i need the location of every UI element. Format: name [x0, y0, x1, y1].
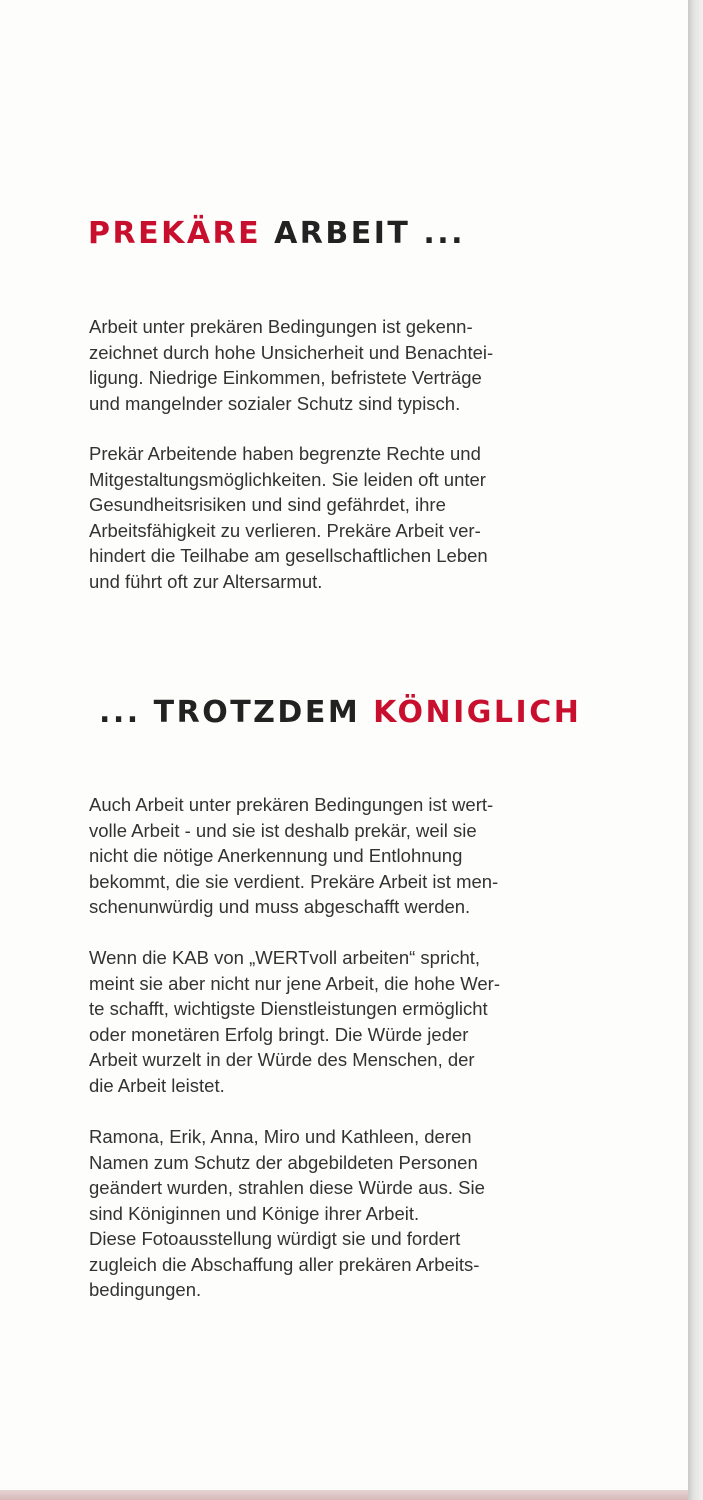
paragraph-valuable-work: Auch Arbeit unter prekären Bedingungen ist wert- volle Arbeit - und sie ist deshalb prekär, weil sie nicht die nötige Anerkennung und Entlohnung bekommt, die sie verdient. Prekäre Arbeit ist men- schenunwürdig und muss abgeschafft werden. — [89, 794, 499, 917]
heading-prekaere-arbeit — [88, 216, 466, 251]
paragraph-dignity: Wenn die KAB von „WERTvoll arbeiten“ spricht, meint sie aber nicht nur jene Arbeit, die hohe Wer- te schafft, wichtigste Dienstleistungen ermöglicht oder monetären Erfolg bringt. Die Würde jeder Arbeit wurzelt in der Würde des Menschen, der die Arbeit leistet. — [89, 947, 500, 1096]
bottom-edge-strip — [0, 1490, 688, 1500]
heading-lead: ... TROTZDEM — [99, 695, 361, 730]
heading-accent-word: PREKÄRE — [88, 216, 262, 251]
paragraph-definition: Arbeit unter prekären Bedingungen ist gekenn- zeichnet durch hohe Unsicherheit und Benachtei- ligung. Niedrige Einkommen, befristete Verträge und mangelnder sozialer Schutz sind typisch. — [89, 316, 494, 414]
heading-trotzdem-koeniglich — [99, 695, 582, 730]
paragraph-exhibition: Ramona, Erik, Anna, Miro und Kathleen, deren Namen zum Schutz der abgebildeten Personen geändert wurden, strahlen diese Würde aus. Sie sind Königinnen und Könige ihrer Arbeit. Diese Fotoausstellung würdigt sie und fordert zugleich die Abschaffung aller prekären Arbeits- bedingungen. — [89, 1126, 485, 1300]
heading-accent-word: KÖNIGLICH — [373, 695, 582, 730]
paragraph-consequences: Prekär Arbeitende haben begrenzte Rechte und Mitgestaltungsmöglichkeiten. Sie leiden oft unter Gesundheitsrisiken und sind gefährdet, ihre Arbeitsfähigkeit zu verlieren. Prekäre Arbeit ver- hindert die Teilhabe am gesellschaftlichen Leben und führt oft zur Altersarmut. — [89, 443, 488, 592]
paper-edge — [688, 0, 703, 1500]
heading-rest: ARBEIT ... — [274, 216, 466, 251]
